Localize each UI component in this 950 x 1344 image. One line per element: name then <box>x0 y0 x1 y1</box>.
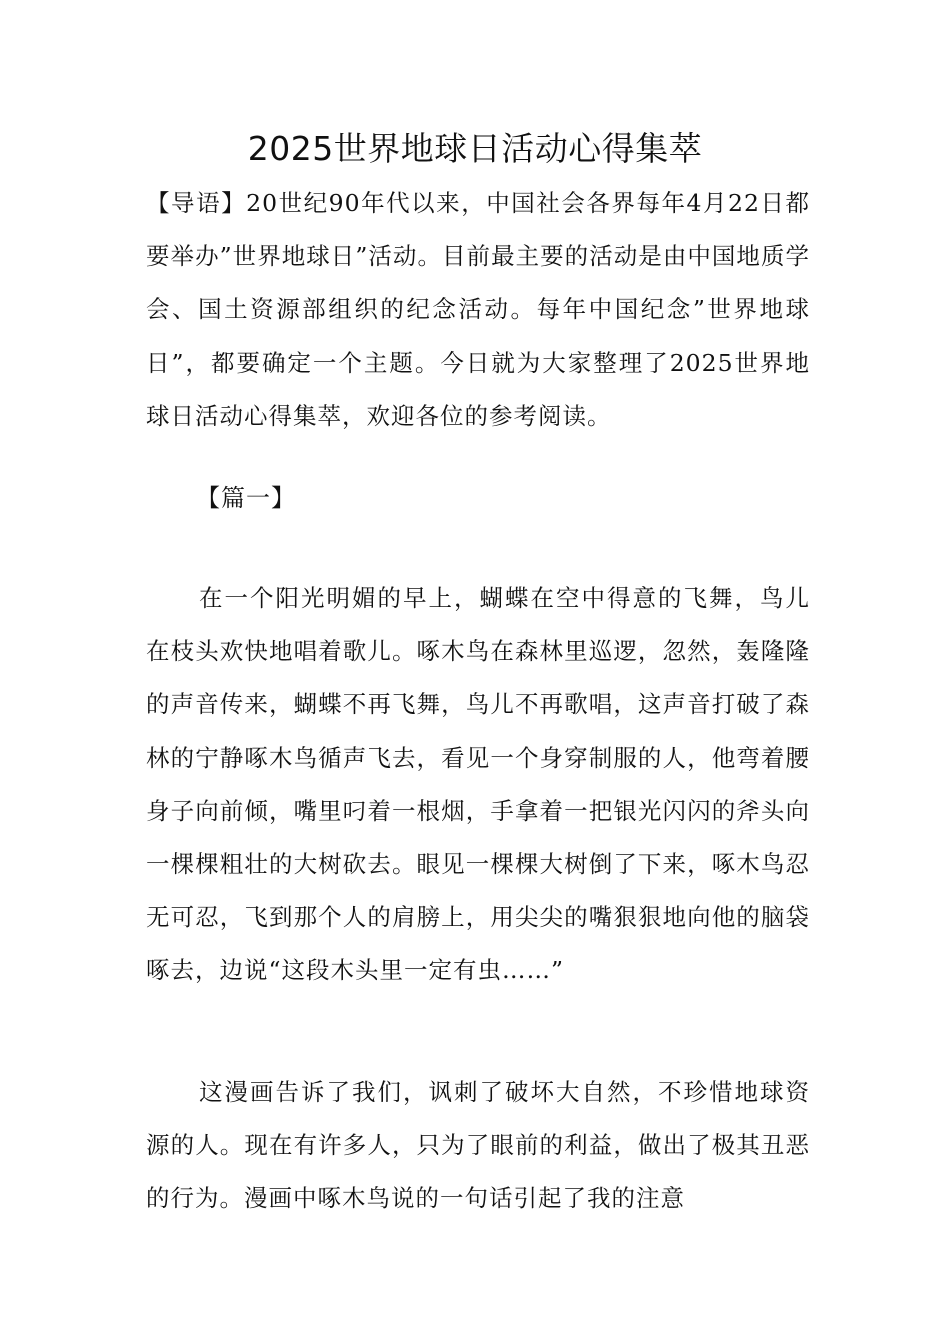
document-title: 2025世界地球日活动心得集萃 <box>247 129 703 168</box>
section-label: 【篇一】 <box>196 484 296 512</box>
body-paragraph-2: 这漫画告诉了我们，讽刺了破坏大自然，不珍惜地球资源的人。现在有许多人，只为了眼前的利益，做出了极其丑恶的行为。漫画中啄木鸟说的一句话引起了我的注意 <box>146 1078 810 1213</box>
body-paragraph-1: 在一个阳光明媚的早上，蝴蝶在空中得意的飞舞，鸟儿在枝头欢快地唱着歌儿。啄木鸟在森林里巡逻，忽然，轰隆隆的声音传来，蝴蝶不再飞舞，鸟儿不再歌唱，这声音打破了森林的宁静啄木鸟循声飞去，看见一个身穿制服的人，他弯着腰身子向前倾，嘴里叼着一根烟，手拿着一把银光闪闪的斧头向一棵棵粗壮的大树砍去。眼见一棵棵大树倒了下来，啄木鸟忍无可忍，飞到那个人的肩膀上，用尖尖的嘴狠狠地向他的脑袋啄去，边说“这段木头里一定有虫……” <box>146 584 810 985</box>
intro-paragraph: 【导语】20世纪90年代以来，中国社会各界每年4月22日都要举办”世界地球日”活动。目前最主要的活动是由中国地质学会、国土资源部组织的纪念活动。每年中国纪念”世界地球日”，都要确定一个主题。今日就为大家整理了2025世界地球日活动心得集萃，欢迎各位的参考阅读。 <box>146 189 810 430</box>
